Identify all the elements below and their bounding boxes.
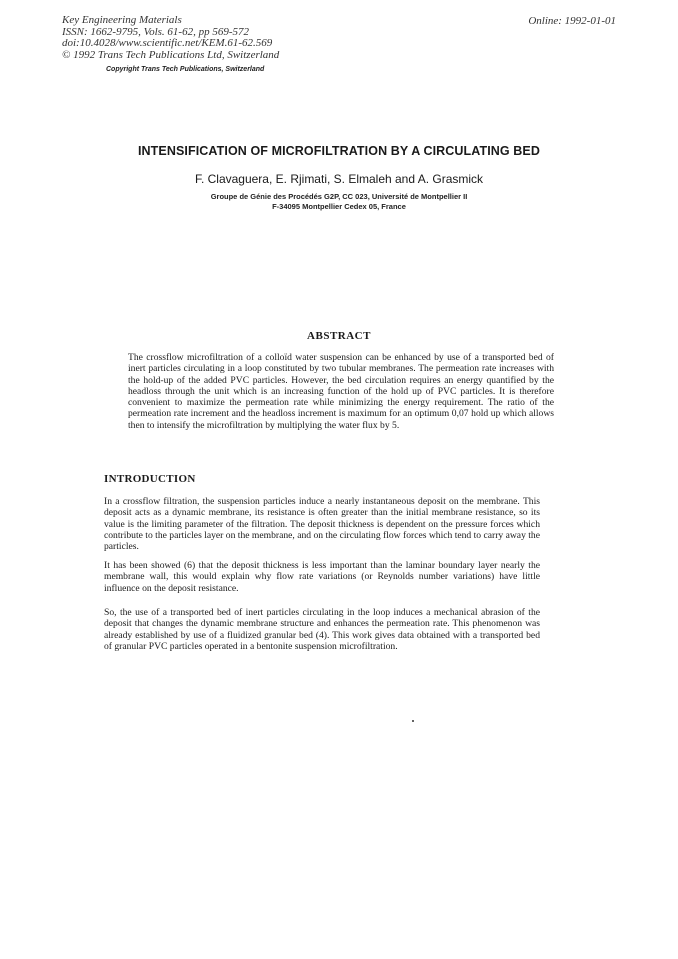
- abstract-text: The crossflow microfiltration of a colloïd water suspension can be enhanced by use of a transported bed of inert particles circulating in a loop constituted by two tubular membranes. The permeation rate increases with the hold-up of the added PVC particles. However, the bed circulation requires an energy quantified by the headloss through the unit which is an increasing function of the hold up of PVC particles. It is therefore convenient to maximize the permeation rate while minimizing the energy requirement. The ratio of the permeation rate increment and the headloss increment is maximum for an optimum 0,07 hold up which allows then to intensify the microfiltration by multiplying the water flux by 5.: [128, 352, 554, 431]
- online-date: Online: 1992-01-01: [528, 15, 616, 27]
- journal-header: [62, 15, 279, 61]
- abstract-heading: ABSTRACT: [307, 330, 371, 342]
- copyright-line: Copyright Trans Tech Publications, Switzerland: [106, 66, 265, 73]
- journal-doi: doi:10.4028/www.scientific.net/KEM.61-62.569: [62, 37, 273, 49]
- scan-speck: [412, 720, 414, 722]
- journal-publisher: © 1992 Trans Tech Publications Ltd, Switzerland: [62, 48, 280, 61]
- journal-issn: ISSN: 1662-9795, Vols. 61-62, pp 569-572: [62, 25, 249, 38]
- journal-name: Key Engineering Materials: [62, 14, 182, 26]
- paper-authors: F. Clavaguera, E. Rjimati, S. Elmaleh and A. Grasmick: [194, 172, 484, 186]
- affiliation-line-1: Groupe de Génie des Procédés G2P, CC 023, Université de Montpellier II: [210, 192, 468, 201]
- intro-paragraph-2: It has been showed (6) that the deposit thickness is less important than the laminar boundary layer nearly the membrane wall, this would explain why flow rate variations (or Reynolds number variations) have little influence on the deposit resistance.: [104, 560, 540, 594]
- introduction-heading: INTRODUCTION: [104, 473, 196, 485]
- intro-paragraph-1: In a crossflow filtration, the suspension particles induce a nearly instantaneous deposit on the membrane. This deposit acts as a dynamic membrane, its resistance is often greater than the initial membrane resistance, so its value is the limiting parameter of the filtration. The deposit thickness is dependent on the pressure forces which contribute to the particles layer on the membrane, and on the circulating flow forces which tend to carry away the particles.: [104, 496, 540, 553]
- intro-paragraph-3: So, the use of a transported bed of inert particles circulating in the loop induces a mechanical abrasion of the deposit that changes the dynamic membrane structure and enhances the permeation rate. This phenomenon was already established by use of a fluidized granular bed (4). This work gives data obtained with a transported bed of granular PVC particles operated in a bentonite suspension microfiltration.: [104, 607, 540, 652]
- paper-title: INTENSIFICATION OF MICROFILTRATION BY A CIRCULATING BED: [137, 144, 540, 158]
- affiliation-line-2: F-34095 Montpellier Cedex 05, France: [272, 202, 406, 211]
